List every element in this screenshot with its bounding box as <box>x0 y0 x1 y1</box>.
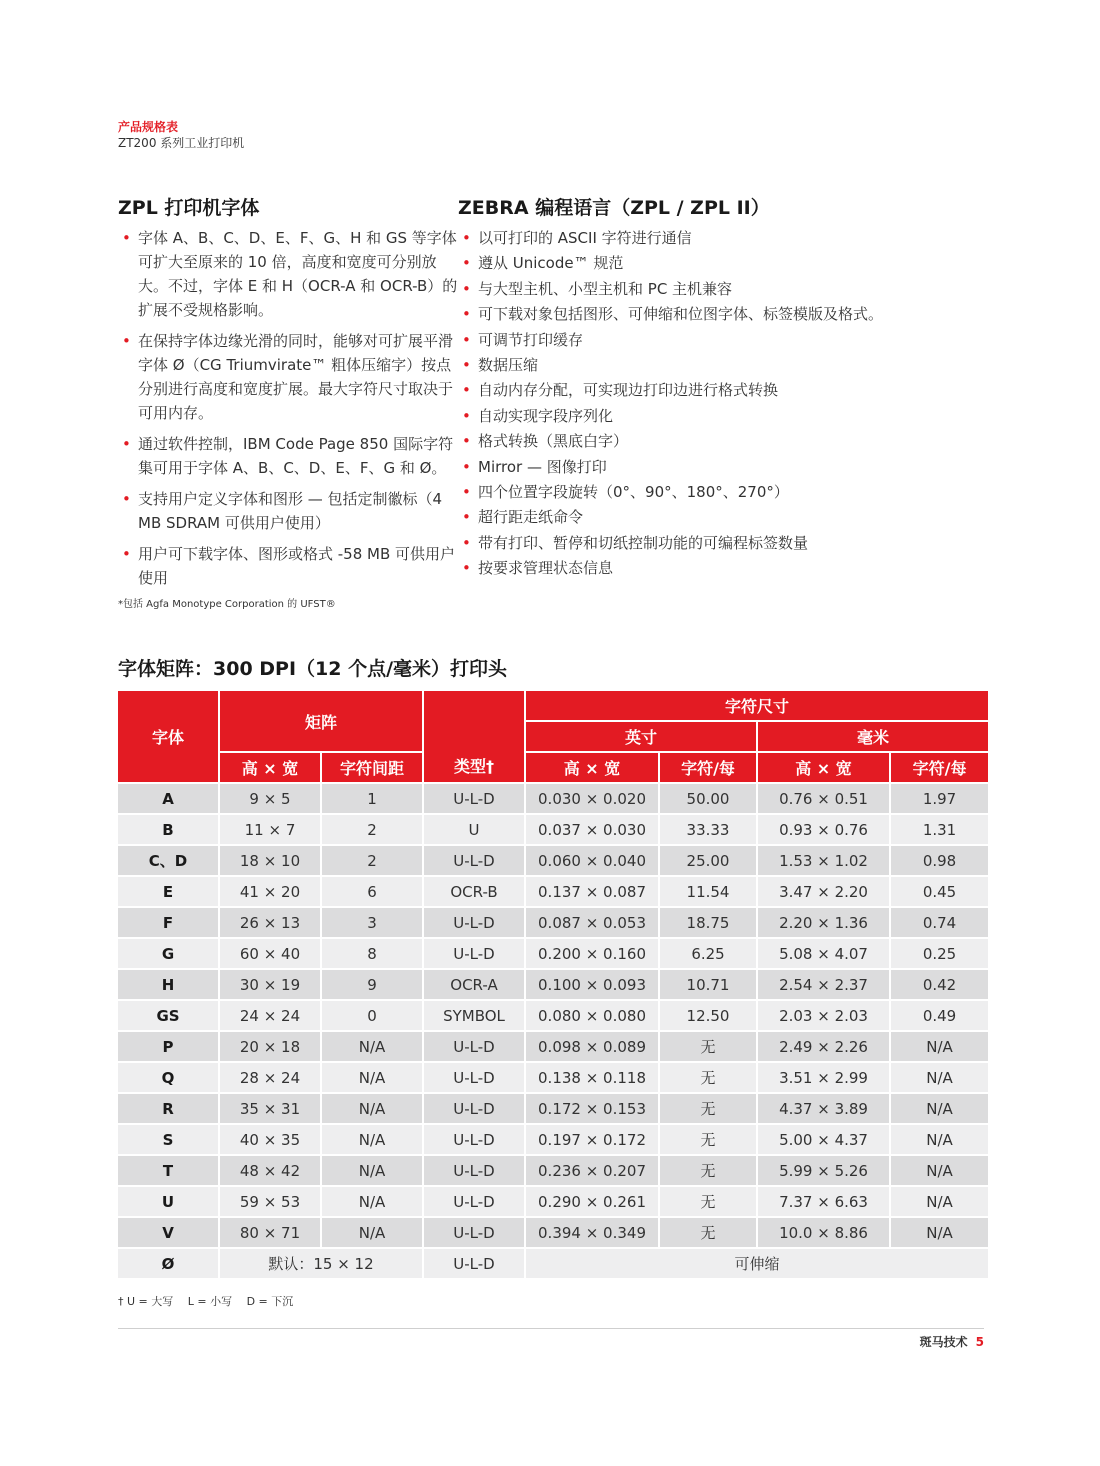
zpl-language-title: ZEBRA 编程语言（ZPL / ZPL II） <box>458 197 770 219</box>
matrix-hw-cell: 59 × 53 <box>220 1187 320 1216</box>
mm-hw-cell: 4.37 × 3.89 <box>758 1094 889 1123</box>
spacing-cell: 0 <box>322 1001 422 1030</box>
type-cell: U-L-D <box>424 1032 524 1061</box>
mm-hw-cell: 5.99 × 5.26 <box>758 1156 889 1185</box>
spacing-cell: 8 <box>322 939 422 968</box>
footer-brand: 斑马技术 <box>919 1335 968 1349</box>
font-cell: A <box>118 784 218 813</box>
spacing-cell: N/A <box>322 1156 422 1185</box>
list-item: • 带有打印、暂停和切纸控制功能的可编程标签数量 <box>458 531 983 556</box>
inch-per-cell: 11.54 <box>660 877 756 906</box>
inch-per-cell: 33.33 <box>660 815 756 844</box>
font-cell: Q <box>118 1063 218 1092</box>
list-item: • 在保持字体边缘光滑的同时，能够对可扩展平滑字体 Ø（CG Triumvirate™ 粗体压缩字）按点分别进行高度和宽度扩展。最大字符尺寸取决于可用内存。 <box>118 329 458 425</box>
mm-per-cell: 0.98 <box>891 846 988 875</box>
mm-per-cell: N/A <box>891 1094 988 1123</box>
inch-hw-cell: 0.080 × 0.080 <box>526 1001 658 1030</box>
mm-per-cell: 1.97 <box>891 784 988 813</box>
inch-per-cell: 50.00 <box>660 784 756 813</box>
inch-per-cell: 10.71 <box>660 970 756 999</box>
header-mm-hw: 高 × 宽 <box>758 753 889 782</box>
matrix-hw-cell: 24 × 24 <box>220 1001 320 1030</box>
inch-per-cell: 12.50 <box>660 1001 756 1030</box>
page-number: 5 <box>975 1335 984 1349</box>
spacing-cell: N/A <box>322 1125 422 1154</box>
table-row <box>118 815 988 844</box>
inch-per-cell: 无 <box>660 1218 756 1247</box>
zpl-language-section <box>458 196 983 582</box>
mm-per-cell: N/A <box>891 1187 988 1216</box>
mm-per-cell: 0.49 <box>891 1001 988 1030</box>
mm-per-cell: 0.45 <box>891 877 988 906</box>
type-cell: OCR-B <box>424 877 524 906</box>
page-footer <box>920 1333 984 1350</box>
matrix-hw-cell: 28 × 24 <box>220 1063 320 1092</box>
spacing-cell: 2 <box>322 846 422 875</box>
inch-hw-cell: 0.138 × 0.118 <box>526 1063 658 1092</box>
mm-hw-cell: 1.53 × 1.02 <box>758 846 889 875</box>
inch-hw-cell: 0.394 × 0.349 <box>526 1218 658 1247</box>
matrix-hw-cell: 18 × 10 <box>220 846 320 875</box>
list-item: • 以可打印的 ASCII 字符进行通信 <box>458 226 983 251</box>
table-row <box>118 846 988 875</box>
list-item: • 通过软件控制，IBM Code Page 850 国际字符集可用于字体 A、B、C、D、E、F、G 和 Ø。 <box>118 432 458 480</box>
font-matrix-body <box>118 784 988 1278</box>
header-inch-hw: 高 × 宽 <box>526 753 658 782</box>
list-item: • 按要求管理状态信息 <box>458 556 983 581</box>
inch-per-cell: 无 <box>660 1156 756 1185</box>
inch-hw-cell: 0.137 × 0.087 <box>526 877 658 906</box>
header-font: 字体 <box>118 691 218 782</box>
table-row <box>118 939 988 968</box>
doc-type-label: 产品规格表 <box>118 120 179 134</box>
mm-per-cell: 1.31 <box>891 815 988 844</box>
type-cell: U-L-D <box>424 1187 524 1216</box>
spacing-cell: 6 <box>322 877 422 906</box>
type-cell: U-L-D <box>424 1249 524 1278</box>
zpl-fonts-section <box>118 196 458 610</box>
type-cell: SYMBOL <box>424 1001 524 1030</box>
ufst-footnote: *包括 Agfa Monotype Corporation 的 UFST® <box>118 599 336 610</box>
list-item: • 遵从 Unicode™ 规范 <box>458 251 983 276</box>
inch-hw-cell: 0.037 × 0.030 <box>526 815 658 844</box>
header-inch: 英寸 <box>526 722 756 751</box>
inch-hw-cell: 0.030 × 0.020 <box>526 784 658 813</box>
spacing-cell: N/A <box>322 1032 422 1061</box>
spacing-cell: N/A <box>322 1187 422 1216</box>
spacing-cell: 9 <box>322 970 422 999</box>
font-cell: T <box>118 1156 218 1185</box>
list-item: • 可下载对象包括图形、可伸缩和位图字体、标签模版及格式。 <box>458 302 983 327</box>
inch-per-cell: 无 <box>660 1032 756 1061</box>
header-mm-per: 字符/每 <box>891 753 988 782</box>
mm-hw-cell: 5.08 × 4.07 <box>758 939 889 968</box>
mm-hw-cell: 5.00 × 4.37 <box>758 1125 889 1154</box>
type-cell: U-L-D <box>424 939 524 968</box>
header-spacing: 字符间距 <box>322 753 422 782</box>
font-cell: G <box>118 939 218 968</box>
spacing-cell: 1 <box>322 784 422 813</box>
type-cell: U <box>424 815 524 844</box>
table-row <box>118 1001 988 1030</box>
matrix-hw-cell: 20 × 18 <box>220 1032 320 1061</box>
list-item: • 与大型主机、小型主机和 PC 主机兼容 <box>458 277 983 302</box>
inch-hw-cell: 0.100 × 0.093 <box>526 970 658 999</box>
spacing-cell: 3 <box>322 908 422 937</box>
mm-per-cell: 0.25 <box>891 939 988 968</box>
spacing-cell: N/A <box>322 1218 422 1247</box>
inch-per-cell: 无 <box>660 1094 756 1123</box>
list-item: • 格式转换（黑底白字） <box>458 429 983 454</box>
list-item: • 自动实现字段序列化 <box>458 404 983 429</box>
type-cell: OCR-A <box>424 970 524 999</box>
matrix-hw-cell: 60 × 40 <box>220 939 320 968</box>
zpl-language-list <box>458 226 983 582</box>
zpl-fonts-list <box>118 226 458 590</box>
inch-per-cell: 无 <box>660 1187 756 1216</box>
matrix-hw-cell: 26 × 13 <box>220 908 320 937</box>
product-subtitle: ZT200 系列工业打印机 <box>118 136 245 150</box>
font-cell: S <box>118 1125 218 1154</box>
list-item: • 支持用户定义字体和图形 — 包括定制徽标（4 MB SDRAM 可供用户使用） <box>118 487 458 535</box>
zpl-fonts-title: ZPL 打印机字体 <box>118 197 260 219</box>
matrix-hw-cell: 30 × 19 <box>220 970 320 999</box>
font-cell: E <box>118 877 218 906</box>
mm-hw-cell: 2.20 × 1.36 <box>758 908 889 937</box>
table-row <box>118 1125 988 1154</box>
mm-hw-cell: 2.03 × 2.03 <box>758 1001 889 1030</box>
inch-hw-cell: 0.098 × 0.089 <box>526 1032 658 1061</box>
type-cell: U-L-D <box>424 1125 524 1154</box>
mm-hw-cell: 0.93 × 0.76 <box>758 815 889 844</box>
list-item: • Mirror — 图像打印 <box>458 455 983 480</box>
table-row <box>118 1249 988 1278</box>
font-cell: U <box>118 1187 218 1216</box>
header-char-size: 字符尺寸 <box>526 691 988 720</box>
inch-hw-cell: 0.060 × 0.040 <box>526 846 658 875</box>
matrix-hw-cell: 40 × 35 <box>220 1125 320 1154</box>
font-cell: Ø <box>118 1249 218 1278</box>
inch-hw-cell: 0.236 × 0.207 <box>526 1156 658 1185</box>
table-row <box>118 784 988 813</box>
inch-per-cell: 18.75 <box>660 908 756 937</box>
list-item: • 数据压缩 <box>458 353 983 378</box>
mm-per-cell: N/A <box>891 1125 988 1154</box>
inch-hw-cell: 0.197 × 0.172 <box>526 1125 658 1154</box>
page-header <box>118 120 244 151</box>
mm-per-cell: 0.74 <box>891 908 988 937</box>
mm-per-cell: N/A <box>891 1063 988 1092</box>
header-matrix-hw: 高 × 宽 <box>220 753 320 782</box>
table-row <box>118 1032 988 1061</box>
type-cell: U-L-D <box>424 1063 524 1092</box>
type-cell: U-L-D <box>424 784 524 813</box>
matrix-hw-cell: 35 × 31 <box>220 1094 320 1123</box>
mm-per-cell: N/A <box>891 1032 988 1061</box>
spacing-cell: N/A <box>322 1094 422 1123</box>
type-cell: U-L-D <box>424 908 524 937</box>
scalable-size-cell: 可伸缩 <box>526 1249 988 1278</box>
table-row <box>118 970 988 999</box>
font-cell: B <box>118 815 218 844</box>
font-cell: F <box>118 908 218 937</box>
mm-hw-cell: 7.37 × 6.63 <box>758 1187 889 1216</box>
list-item: • 四个位置字段旋转（0°、90°、180°、270°） <box>458 480 983 505</box>
list-item: • 字体 A、B、C、D、E、F、G、H 和 GS 等字体可扩大至原来的 10 倍，高度和宽度可分别放大。不过，字体 E 和 H（OCR-A 和 OCR-B）的扩展不受规格影响。 <box>118 226 458 322</box>
type-cell: U-L-D <box>424 1218 524 1247</box>
table-row <box>118 1094 988 1123</box>
header-mm: 毫米 <box>758 722 988 751</box>
table-row <box>118 1218 988 1247</box>
footer-divider <box>118 1328 984 1329</box>
header-type: 类型† <box>424 691 524 782</box>
matrix-hw-cell: 11 × 7 <box>220 815 320 844</box>
table-row <box>118 1156 988 1185</box>
table-row <box>118 1063 988 1092</box>
mm-hw-cell: 0.76 × 0.51 <box>758 784 889 813</box>
type-cell: U-L-D <box>424 1156 524 1185</box>
font-cell: P <box>118 1032 218 1061</box>
type-legend-footnote: † U = 大写 L = 小写 D = 下沉 <box>118 1295 294 1308</box>
mm-per-cell: N/A <box>891 1218 988 1247</box>
font-matrix-title: 字体矩阵：300 DPI（12 个点/毫米）打印头 <box>118 658 508 680</box>
inch-hw-cell: 0.087 × 0.053 <box>526 908 658 937</box>
mm-hw-cell: 3.51 × 2.99 <box>758 1063 889 1092</box>
type-cell: U-L-D <box>424 846 524 875</box>
table-row <box>118 908 988 937</box>
header-matrix: 矩阵 <box>220 691 422 751</box>
mm-hw-cell: 10.0 × 8.86 <box>758 1218 889 1247</box>
mm-hw-cell: 2.54 × 2.37 <box>758 970 889 999</box>
spacing-cell: 2 <box>322 815 422 844</box>
mm-hw-cell: 2.49 × 2.26 <box>758 1032 889 1061</box>
list-item: • 可调节打印缓存 <box>458 328 983 353</box>
type-cell: U-L-D <box>424 1094 524 1123</box>
inch-per-cell: 6.25 <box>660 939 756 968</box>
list-item: • 自动内存分配，可实现边打印边进行格式转换 <box>458 378 983 403</box>
inch-per-cell: 25.00 <box>660 846 756 875</box>
mm-hw-cell: 3.47 × 2.20 <box>758 877 889 906</box>
font-cell: GS <box>118 1001 218 1030</box>
inch-per-cell: 无 <box>660 1063 756 1092</box>
inch-hw-cell: 0.290 × 0.261 <box>526 1187 658 1216</box>
matrix-hw-cell: 41 × 20 <box>220 877 320 906</box>
matrix-hw-cell: 80 × 71 <box>220 1218 320 1247</box>
font-cell: C、D <box>118 846 218 875</box>
font-matrix-table <box>116 689 990 1280</box>
table-row <box>118 1187 988 1216</box>
table-row <box>118 877 988 906</box>
spacing-cell: N/A <box>322 1063 422 1092</box>
matrix-hw-cell: 48 × 42 <box>220 1156 320 1185</box>
font-cell: V <box>118 1218 218 1247</box>
inch-hw-cell: 0.172 × 0.153 <box>526 1094 658 1123</box>
inch-hw-cell: 0.200 × 0.160 <box>526 939 658 968</box>
matrix-hw-cell: 9 × 5 <box>220 784 320 813</box>
list-item: • 超行距走纸命令 <box>458 505 983 530</box>
mm-per-cell: 0.42 <box>891 970 988 999</box>
header-inch-per: 字符/每 <box>660 753 756 782</box>
font-cell: H <box>118 970 218 999</box>
font-cell: R <box>118 1094 218 1123</box>
list-item: • 用户可下载字体、图形或格式 -58 MB 可供用户使用 <box>118 542 458 590</box>
inch-per-cell: 无 <box>660 1125 756 1154</box>
matrix-default-cell: 默认：15 × 12 <box>220 1249 422 1278</box>
mm-per-cell: N/A <box>891 1156 988 1185</box>
